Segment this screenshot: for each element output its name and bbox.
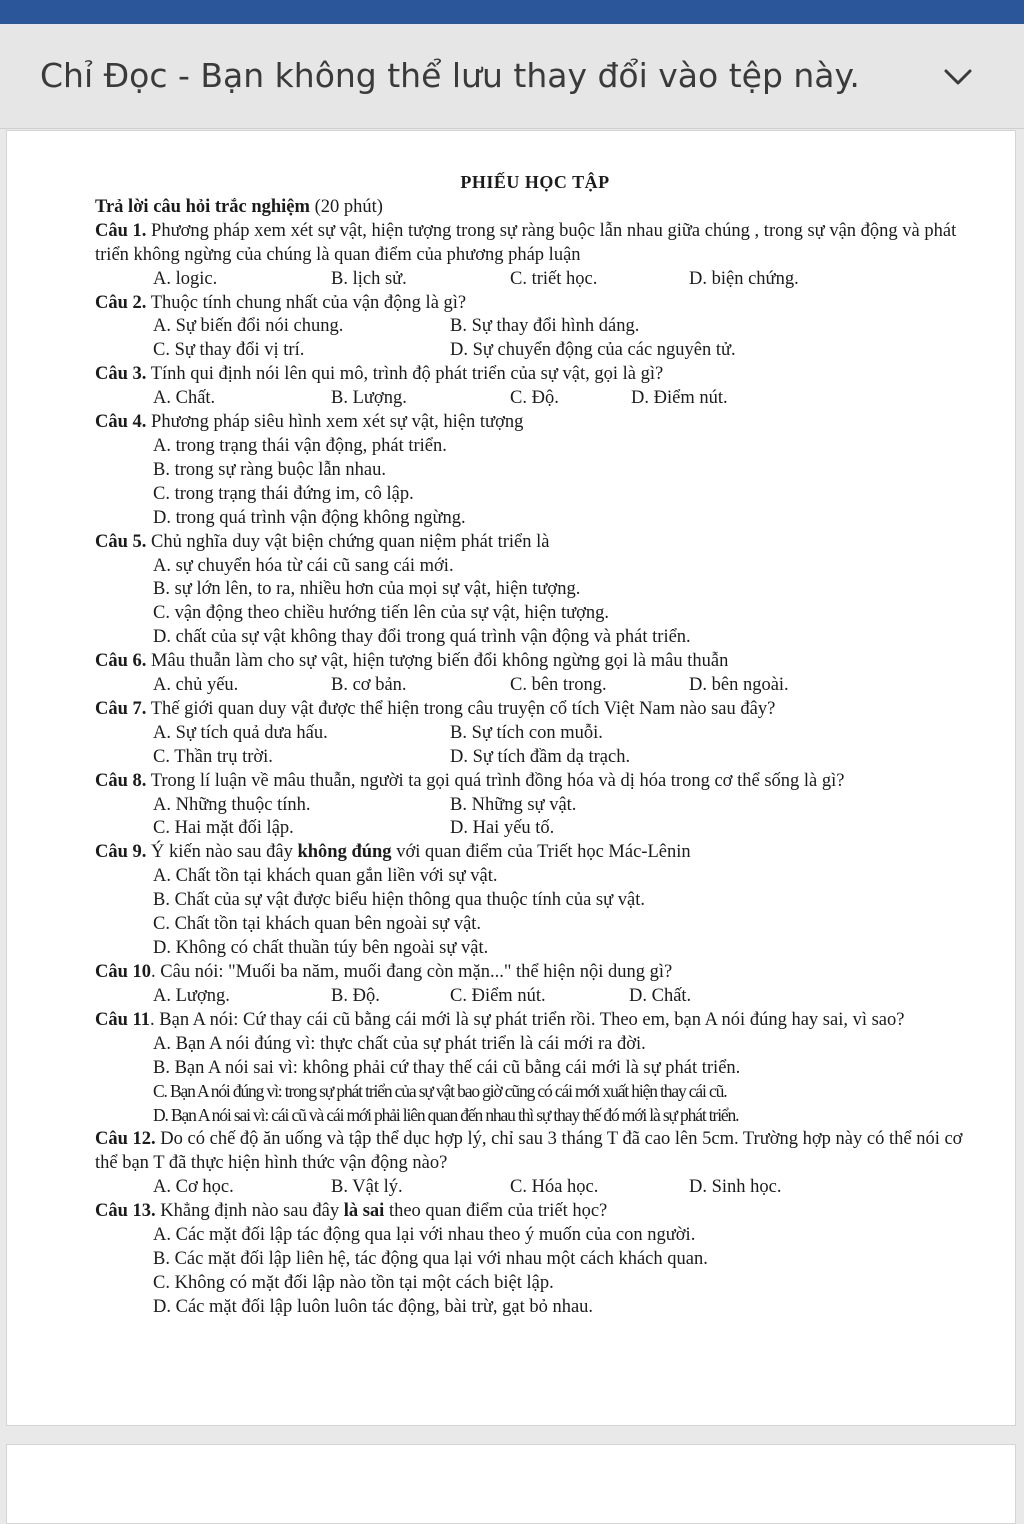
question-7 bbox=[95, 698, 975, 722]
option: D. Sự chuyển động của các nguyên tử. bbox=[450, 340, 736, 361]
option: A. Chất. bbox=[153, 388, 216, 409]
option: B. Những sự vật. bbox=[450, 794, 577, 815]
question-text: Thế giới quan duy vật được thể hiện trong câu truyện cổ tích Việt Nam nào sau đây? bbox=[146, 698, 776, 719]
question-text: Thuộc tính chung nhất của vận động là gì? bbox=[146, 292, 467, 313]
options-row bbox=[95, 387, 975, 411]
option: C. trong trạng thái đứng im, cô lập. bbox=[153, 483, 414, 504]
question-label: Câu 12. bbox=[95, 1129, 156, 1150]
page-title: PHIẾU HỌC TẬP bbox=[460, 172, 610, 192]
option: C. vận động theo chiều hướng tiến lên của sự vật, hiện tượng. bbox=[153, 603, 610, 624]
options-row bbox=[95, 339, 975, 363]
question-text: với quan điểm của Triết học Mác-Lênin bbox=[391, 842, 691, 863]
question-label: Câu 3. bbox=[95, 364, 147, 385]
option: D. Không có chất thuần túy bên ngoài sự vật. bbox=[153, 938, 489, 958]
option: C. bên trong. bbox=[510, 675, 607, 696]
option: C. Hóa học. bbox=[510, 1177, 599, 1198]
question-11 bbox=[95, 1009, 975, 1033]
option: B. Lượng. bbox=[331, 388, 407, 409]
question-label: Câu 8. bbox=[95, 770, 147, 791]
option: D. Bạn A nói sai vì: cái cũ và cái mới phải liên quan đến nhau thì sự thay thế đó mới là sự phát triển. bbox=[153, 1105, 739, 1126]
options-row bbox=[95, 746, 975, 770]
option: B. Độ. bbox=[331, 985, 380, 1006]
question-text: Tính qui định nói lên qui mô, trình độ phát triển của sự vật, gọi là gì? bbox=[146, 364, 664, 385]
option: A. sự chuyển hóa từ cái cũ sang cái mới. bbox=[153, 555, 454, 576]
option: C. Độ. bbox=[510, 388, 559, 409]
question-label: Câu 11 bbox=[95, 1009, 151, 1030]
title-bar bbox=[0, 0, 1024, 24]
option: D. Các mặt đối lập luôn luôn tác động, bài trừ, gạt bỏ nhau. bbox=[153, 1296, 594, 1317]
question-text: Phương pháp xem xét sự vật, hiện tượng trong sự ràng buộc lẫn nhau giữa chúng , trong sự vận động và phát triển không ngừng của chúng là quan điểm của phương pháp luận bbox=[95, 220, 957, 265]
question-label: Câu 4. bbox=[95, 412, 147, 433]
option: C. Hai mặt đối lập. bbox=[153, 818, 294, 839]
question-text: Trong lí luận về mâu thuẫn, người ta gọi quá trình đồng hóa và dị hóa trong cơ thể sống là gì? bbox=[146, 770, 845, 791]
option: D. Chất. bbox=[629, 985, 692, 1006]
option: A. Những thuộc tính. bbox=[153, 794, 311, 815]
option: D. Sinh học. bbox=[689, 1177, 782, 1198]
option: A. Cơ học. bbox=[153, 1177, 234, 1198]
question-8 bbox=[95, 770, 975, 794]
option: D. chất của sự vật không thay đổi trong quá trình vận động và phát triển. bbox=[153, 627, 691, 648]
chevron-down-icon[interactable] bbox=[940, 62, 976, 92]
question-5 bbox=[95, 531, 975, 555]
option: B. Bạn A nói sai vì: không phải cứ thay thế cái cũ bằng cái mới là sự phát triển. bbox=[153, 1057, 741, 1078]
readonly-banner[interactable] bbox=[0, 24, 1024, 129]
question-12 bbox=[95, 1128, 975, 1176]
question-text: . Câu nói: "Muối ba năm, muối đang còn mặn..." thể hiện nội dung gì? bbox=[151, 961, 673, 982]
option: D. bên ngoài. bbox=[689, 675, 789, 696]
option: C. Điểm nút. bbox=[450, 985, 546, 1006]
options-row bbox=[95, 794, 975, 818]
question-9 bbox=[95, 841, 975, 865]
next-document-page[interactable] bbox=[6, 1444, 1016, 1524]
options-row bbox=[95, 315, 975, 339]
option: C. Không có mặt đối lập nào tồn tại một cách biệt lập. bbox=[153, 1272, 554, 1293]
option: C. triết học. bbox=[510, 268, 598, 289]
instructions-rest: (20 phút) bbox=[309, 196, 383, 217]
question-label: Câu 5. bbox=[95, 531, 147, 552]
question-label: Câu 7. bbox=[95, 698, 147, 719]
option: D. Hai yếu tố. bbox=[450, 818, 555, 839]
option: A. Các mặt đối lập tác động qua lại với nhau theo ý muốn của con người. bbox=[153, 1224, 696, 1245]
options-row bbox=[95, 722, 975, 746]
question-label: Câu 2. bbox=[95, 292, 147, 313]
option: B. Chất của sự vật được biểu hiện thông qua thuộc tính của sự vật. bbox=[153, 890, 645, 911]
option: C. Thần trụ trời. bbox=[153, 746, 273, 767]
option: A. Chất tồn tại khách quan gắn liền với sự vật. bbox=[153, 866, 498, 887]
question-emphasis: không đúng bbox=[297, 842, 392, 863]
options-row bbox=[95, 268, 975, 292]
question-3 bbox=[95, 363, 975, 387]
instructions-bold: Trả lời câu hỏi trắc nghiệm bbox=[95, 196, 310, 217]
options-row bbox=[95, 674, 975, 698]
option: A. Bạn A nói đúng vì: thực chất của sự phát triển là cái mới ra đời. bbox=[153, 1033, 646, 1054]
options-row bbox=[95, 1176, 975, 1200]
option: B. trong sự ràng buộc lẫn nhau. bbox=[153, 459, 387, 480]
option: D. Điểm nút. bbox=[631, 388, 728, 409]
question-10 bbox=[95, 961, 975, 985]
document-page[interactable] bbox=[6, 130, 1016, 1426]
question-2 bbox=[95, 292, 975, 316]
option: B. Sự tích con muỗi. bbox=[450, 722, 603, 743]
document-body bbox=[95, 171, 975, 1320]
option: A. trong trạng thái vận động, phát triển. bbox=[153, 435, 447, 456]
option: B. cơ bản. bbox=[331, 675, 407, 696]
question-label: Câu 9. bbox=[95, 842, 147, 863]
option: D. Sự tích đầm dạ trạch. bbox=[450, 746, 631, 767]
question-text: Chủ nghĩa duy vật biện chứng quan niệm phát triển là bbox=[146, 531, 550, 552]
option: A. Lượng. bbox=[153, 985, 230, 1006]
question-text: . Bạn A nói: Cứ thay cái cũ bằng cái mới là sự phát triển rồi. Theo em, bạn A nói đúng hay sai, vì sao? bbox=[150, 1009, 905, 1030]
question-label: Câu 6. bbox=[95, 651, 147, 672]
question-6 bbox=[95, 650, 975, 674]
option: B. lịch sử. bbox=[331, 268, 407, 289]
option: B. Vật lý. bbox=[331, 1177, 403, 1198]
question-text: theo quan điểm của triết học? bbox=[384, 1200, 608, 1221]
question-emphasis: là sai bbox=[343, 1200, 385, 1221]
instructions bbox=[95, 196, 975, 220]
option: A. Sự biến đổi nói chung. bbox=[153, 316, 344, 337]
option: C. Bạn A nói đúng vì: trong sự phát triển của sự vật bao giờ cũng có cái mới xuất hiện thay cái cũ. bbox=[153, 1081, 727, 1102]
question-text: Mâu thuẫn làm cho sự vật, hiện tượng biến đổi không ngừng gọi là mâu thuẫn bbox=[146, 651, 729, 672]
option: C. Sự thay đổi vị trí. bbox=[153, 340, 305, 361]
option: A. logic. bbox=[153, 268, 218, 289]
options-row bbox=[95, 985, 975, 1009]
question-4 bbox=[95, 411, 975, 435]
options-row bbox=[95, 817, 975, 841]
question-text: Ý kiến nào sau đây bbox=[146, 842, 298, 863]
readonly-banner-text: Chỉ Đọc - Bạn không thể lưu thay đổi vào tệp này. bbox=[40, 56, 860, 95]
option: B. Sự thay đổi hình dáng. bbox=[450, 316, 640, 337]
question-1 bbox=[95, 220, 975, 268]
option: A. chủ yếu. bbox=[153, 675, 239, 696]
option: D. trong quá trình vận động không ngừng. bbox=[153, 507, 466, 528]
question-label: Câu 13. bbox=[95, 1200, 156, 1221]
question-label: Câu 10 bbox=[95, 961, 152, 982]
question-text: Do có chế độ ăn uống và tập thể dục hợp lý, chỉ sau 3 tháng T đã cao lên 5cm. Trường hợp này có thể nói cơ thể bạn T đã thực hiện hình thức vận động nào? bbox=[95, 1129, 963, 1174]
question-label: Câu 1. bbox=[95, 220, 147, 241]
option: A. Sự tích quả dưa hấu. bbox=[153, 722, 328, 743]
option: B. Các mặt đối lập liên hệ, tác động qua lại với nhau một cách khách quan. bbox=[153, 1248, 708, 1269]
option: C. Chất tồn tại khách quan bên ngoài sự vật. bbox=[153, 914, 482, 935]
question-text: Khẳng định nào sau đây bbox=[155, 1200, 344, 1221]
question-text: Phương pháp siêu hình xem xét sự vật, hiện tượng bbox=[146, 412, 524, 433]
option: B. sự lớn lên, to ra, nhiều hơn của mọi sự vật, hiện tượng. bbox=[153, 579, 581, 600]
option: D. biện chứng. bbox=[689, 268, 799, 289]
question-13 bbox=[95, 1200, 975, 1224]
